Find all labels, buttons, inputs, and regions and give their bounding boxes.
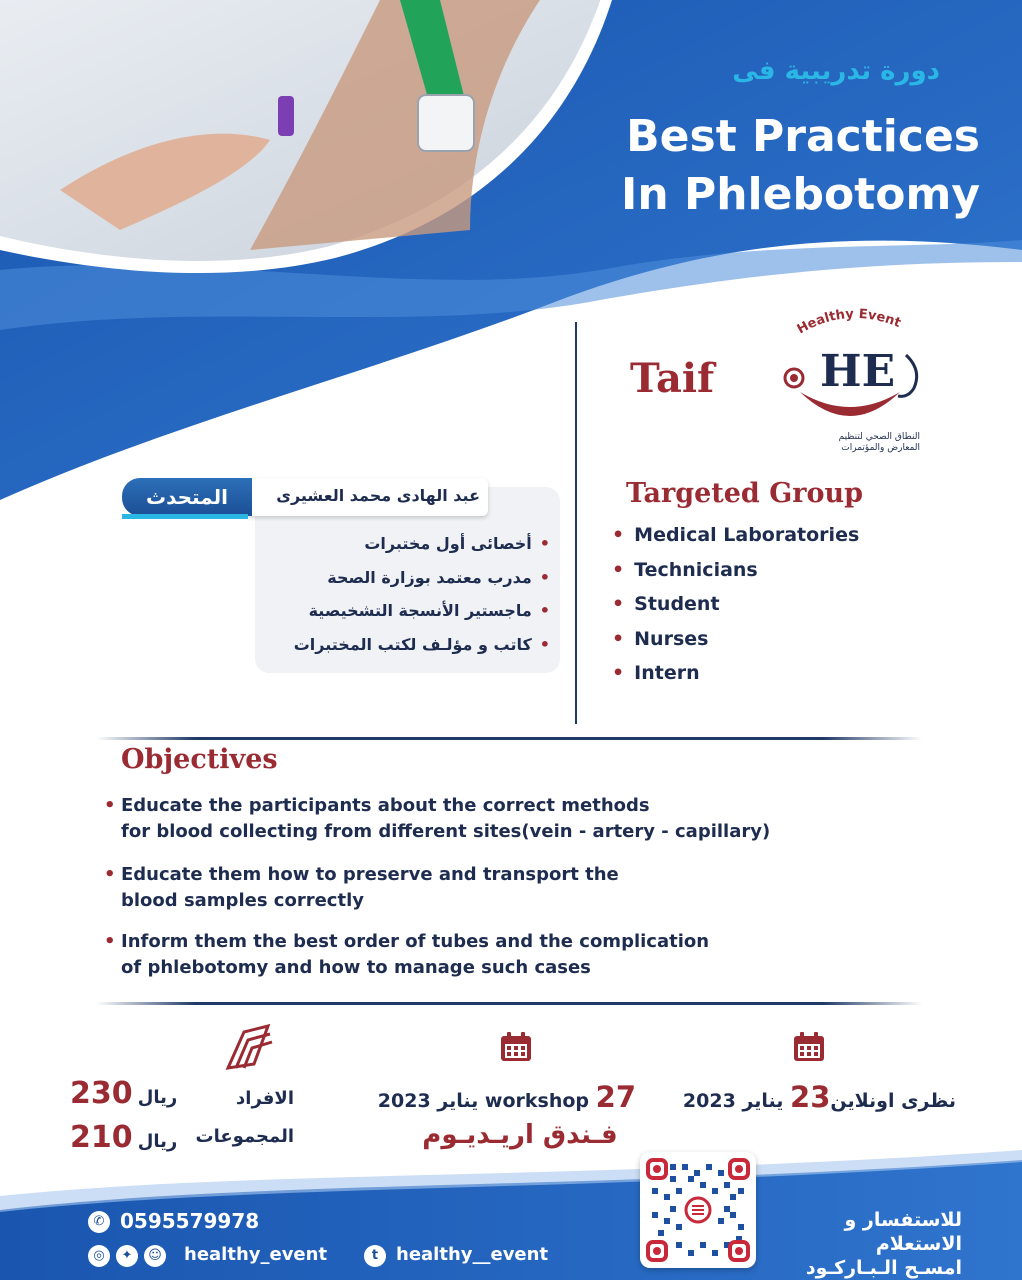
speaker-name: عبد الهادى محمد العشيرى [276, 486, 480, 505]
page-title [560, 108, 980, 224]
workshop-date: workshop 27 يناير 2023 [377, 1080, 636, 1114]
list-item: • Student [612, 593, 859, 628]
title-line-2: In Phlebotomy [620, 169, 980, 220]
social-handle[interactable]: healthy_event [184, 1244, 328, 1265]
targeted-group-title: Targeted Group [626, 478, 864, 509]
t-icon[interactable]: t [364, 1245, 386, 1267]
qr-code[interactable] [640, 1152, 756, 1268]
objective-item: • Educate them how to preserve and transport the blood samples correctly [104, 864, 619, 911]
phone-icon: ✆ [88, 1211, 110, 1233]
logo [770, 300, 930, 460]
list-item: • Intern [612, 662, 859, 697]
snapchat-icon[interactable]: ☺ [144, 1245, 166, 1267]
list-item: • ماجستير الأنسجة التشخيصية [270, 601, 550, 635]
online-date: نظرى اونلاين23 يناير 2023 [682, 1080, 956, 1114]
title-line-1: Best Practices [626, 111, 980, 162]
targeted-group-list [612, 524, 859, 697]
logo-name: Healthy Event [794, 306, 903, 338]
price-groups: ريال 210 [70, 1120, 178, 1155]
twitter-icon[interactable]: ✦ [116, 1245, 138, 1267]
logo-monogram: HE [820, 346, 896, 397]
price-individuals-label: الافراد [236, 1088, 294, 1109]
calendar-icon [500, 1032, 532, 1062]
list-item: • أخصائى أول مختبرات [270, 534, 550, 568]
qr-code-icon [640, 1152, 756, 1268]
list-item: • Medical Laboratories [612, 524, 859, 559]
price-groups-label: المجموعات [195, 1126, 294, 1147]
list-item: • Technicians [612, 559, 859, 594]
divider-top [96, 737, 922, 740]
speaker-credentials [270, 534, 550, 668]
speaker-badge-accent [122, 514, 248, 519]
price-individuals: ريال 230 [70, 1076, 178, 1111]
list-item: • كاتب و مؤلـف لكتب المختبرات [270, 635, 550, 669]
objective-item: • Educate the participants about the correct methods for blood collecting from different sites(vein - artery - capillary) [104, 795, 771, 842]
instagram-icon[interactable]: ◎ [88, 1245, 110, 1267]
phone-number[interactable]: 0595579978 [120, 1209, 260, 1233]
certificate-icon [224, 1024, 274, 1070]
list-item: • Nurses [612, 628, 859, 663]
t-handle[interactable]: healthy__event [396, 1244, 549, 1265]
divider-bottom [96, 1002, 922, 1005]
speaker-badge: المتحدث [122, 478, 252, 516]
list-item: • مدرب معتمد بوزارة الصحة [270, 568, 550, 602]
venue: فـندق اريـديـوم [422, 1120, 618, 1150]
calendar-icon [793, 1032, 825, 1062]
objective-item: • Inform them the best order of tubes and the complication of phlebotomy and how to manage such cases [104, 931, 710, 978]
vertical-divider [575, 322, 577, 724]
contact-text: للاستفسار و الاستعلام امسـح الـبـاركـود [805, 1209, 962, 1279]
arabic-subtitle: دورة تدريبية فى [732, 56, 940, 86]
objectives-title: Objectives [121, 744, 278, 775]
city-label: Taif [630, 355, 715, 402]
logo-tagline: النطاق الصحي لتنظيم المعارض والمؤتمرات [838, 432, 920, 453]
svg-text:Healthy Event [795, 307, 903, 338]
